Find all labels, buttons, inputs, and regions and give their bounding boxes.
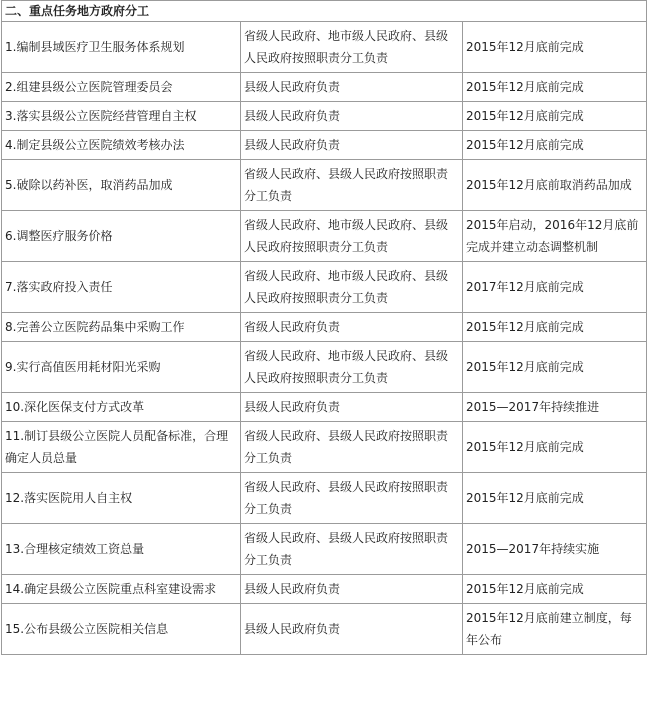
responsible-cell: 省级人民政府、县级人民政府按照职责分工负责	[241, 422, 463, 473]
table-row	[2, 131, 647, 160]
task-cell: 7.落实政府投入责任	[2, 262, 241, 313]
deadline-cell: 2015—2017年持续推进	[463, 393, 647, 422]
deadline-cell: 2015—2017年持续实施	[463, 524, 647, 575]
deadline-cell: 2015年12月底前建立制度，每年公布	[463, 604, 647, 655]
task-cell: 6.调整医疗服务价格	[2, 211, 241, 262]
responsible-cell: 省级人民政府负责	[241, 313, 463, 342]
task-cell: 14.确定县级公立医院重点科室建设需求	[2, 575, 241, 604]
table-row	[2, 22, 647, 73]
responsible-cell: 县级人民政府负责	[241, 604, 463, 655]
task-cell: 10.深化医保支付方式改革	[2, 393, 241, 422]
section-title-row	[2, 1, 647, 22]
section-title: 二、重点任务地方政府分工	[2, 1, 647, 22]
task-cell: 4.制定县级公立医院绩效考核办法	[2, 131, 241, 160]
responsible-cell: 县级人民政府负责	[241, 575, 463, 604]
deadline-cell: 2015年12月底前完成	[463, 422, 647, 473]
table-row	[2, 160, 647, 211]
task-cell: 9.实行高值医用耗材阳光采购	[2, 342, 241, 393]
table-row	[2, 262, 647, 313]
table-row	[2, 211, 647, 262]
responsible-cell: 县级人民政府负责	[241, 131, 463, 160]
deadline-cell: 2015年12月底前完成	[463, 73, 647, 102]
responsible-cell: 省级人民政府、地市级人民政府、县级人民政府按照职责分工负责	[241, 22, 463, 73]
table-row	[2, 393, 647, 422]
responsible-cell: 省级人民政府、县级人民政府按照职责分工负责	[241, 473, 463, 524]
deadline-cell: 2015年12月底前完成	[463, 22, 647, 73]
task-cell: 1.编制县域医疗卫生服务体系规划	[2, 22, 241, 73]
task-cell: 13.合理核定绩效工资总量	[2, 524, 241, 575]
responsible-cell: 省级人民政府、县级人民政府按照职责分工负责	[241, 524, 463, 575]
task-cell: 3.落实县级公立医院经营管理自主权	[2, 102, 241, 131]
task-cell: 5.破除以药补医，取消药品加成	[2, 160, 241, 211]
task-cell: 11.制订县级公立医院人员配备标准，合理确定人员总量	[2, 422, 241, 473]
deadline-cell: 2015年12月底前完成	[463, 342, 647, 393]
responsible-cell: 省级人民政府、地市级人民政府、县级人民政府按照职责分工负责	[241, 342, 463, 393]
deadline-cell: 2015年12月底前完成	[463, 575, 647, 604]
responsible-cell: 县级人民政府负责	[241, 393, 463, 422]
table-row	[2, 422, 647, 473]
deadline-cell: 2015年12月底前完成	[463, 313, 647, 342]
table-row	[2, 575, 647, 604]
table-row	[2, 473, 647, 524]
deadline-cell: 2015年12月底前完成	[463, 102, 647, 131]
table-row	[2, 102, 647, 131]
task-cell: 2.组建县级公立医院管理委员会	[2, 73, 241, 102]
deadline-cell: 2015年12月底前完成	[463, 131, 647, 160]
task-cell: 12.落实医院用人自主权	[2, 473, 241, 524]
responsible-cell: 省级人民政府、地市级人民政府、县级人民政府按照职责分工负责	[241, 211, 463, 262]
table-row	[2, 604, 647, 655]
table-row	[2, 342, 647, 393]
deadline-cell: 2015年12月底前取消药品加成	[463, 160, 647, 211]
responsible-cell: 省级人民政府、县级人民政府按照职责分工负责	[241, 160, 463, 211]
responsible-cell: 省级人民政府、地市级人民政府、县级人民政府按照职责分工负责	[241, 262, 463, 313]
table-row	[2, 313, 647, 342]
task-cell: 15.公布县级公立医院相关信息	[2, 604, 241, 655]
responsible-cell: 县级人民政府负责	[241, 102, 463, 131]
deadline-cell: 2015年12月底前完成	[463, 473, 647, 524]
deadline-cell: 2015年启动，2016年12月底前完成并建立动态调整机制	[463, 211, 647, 262]
task-cell: 8.完善公立医院药品集中采购工作	[2, 313, 241, 342]
deadline-cell: 2017年12月底前完成	[463, 262, 647, 313]
responsible-cell: 县级人民政府负责	[241, 73, 463, 102]
task-division-table	[1, 0, 647, 655]
table-row	[2, 73, 647, 102]
table-row	[2, 524, 647, 575]
